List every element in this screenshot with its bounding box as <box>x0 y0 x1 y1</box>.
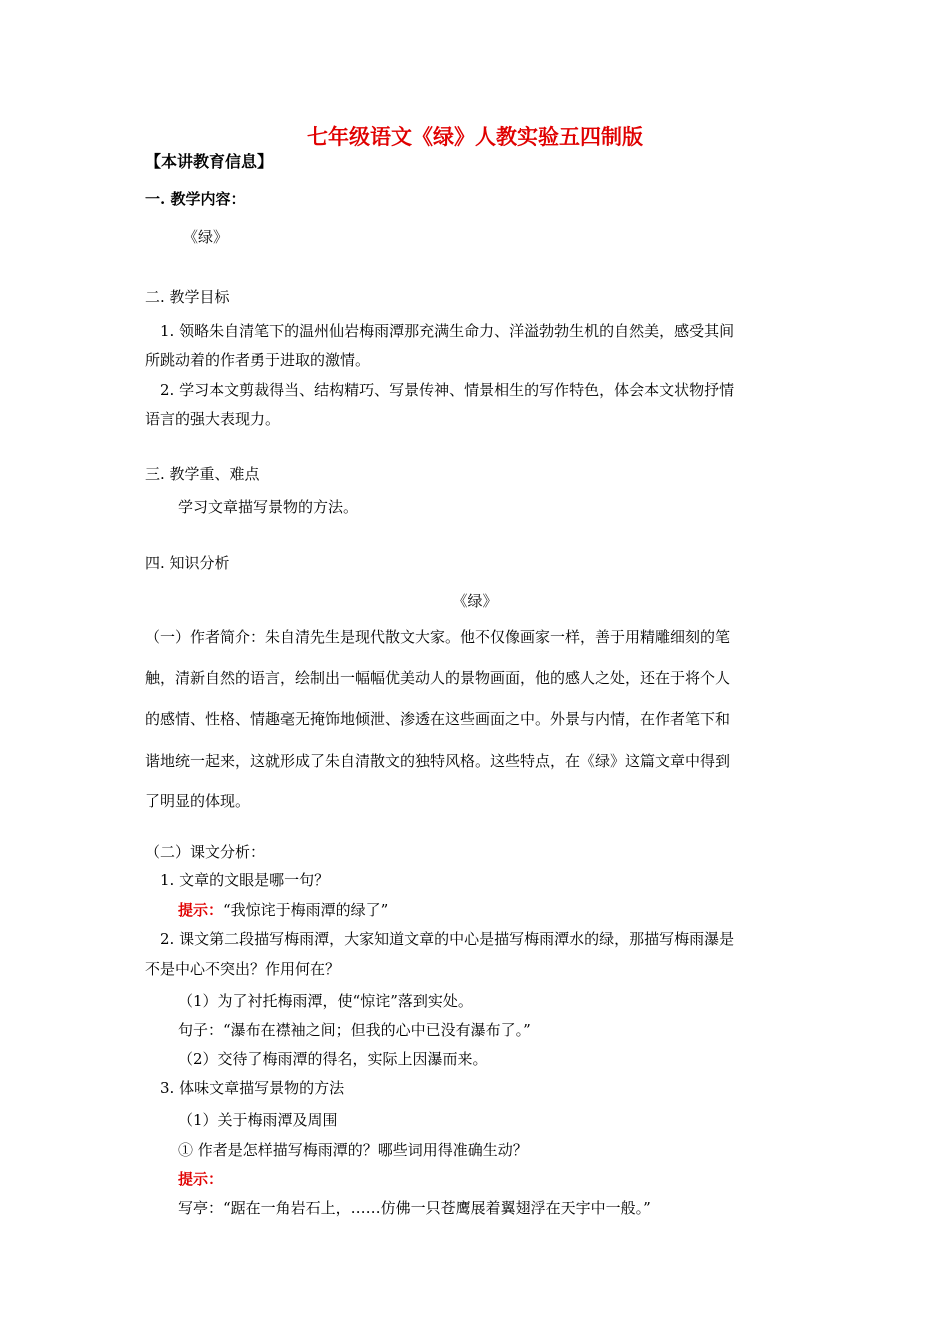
section3-content: 学习文章描写景物的方法。 <box>178 498 359 516</box>
question-1: 1. 文章的文眼是哪一句？ <box>160 871 330 889</box>
write-pavilion-line: 写亭：“踞在一角岩石上，……仿佛一只苍鹰展着翼翅浮在天宇中一般。” <box>178 1199 651 1217</box>
question-2-answer-2: （2）交待了梅雨潭的得名，实际上因瀑而来。 <box>178 1050 488 1068</box>
author-line-3: 的感情、性格、情趣毫无掩饰地倾泄、渗透在这些画面之中。外景与内情，在作者笔下和 <box>145 710 731 728</box>
author-line-5: 了明显的体现。 <box>145 792 251 810</box>
section2-heading: 二. 教学目标 <box>145 288 230 306</box>
section3-heading: 三. 教学重、难点 <box>145 465 260 483</box>
goal1-line2: 所跳动着的作者勇于进取的激情。 <box>145 351 371 369</box>
section1-content: 《绿》 <box>183 228 229 246</box>
author-line-2: 触，清新自然的语言，绘制出一幅幅优美动人的景物画面，他的感人之处，还在于将个人 <box>145 669 731 687</box>
goal2-line1: 2. 学习本文剪裁得当、结构精巧、写景传神、情景相生的写作特色，体会本文状物抒情 <box>160 381 735 399</box>
section4-heading: 四. 知识分析 <box>145 554 230 572</box>
hint-label-2: 提示： <box>178 1170 224 1188</box>
goal2-line2: 语言的强大表现力。 <box>145 410 281 428</box>
question-3-item-1: ① 作者是怎样描写梅雨潭的？哪些词用得准确生动？ <box>178 1141 528 1159</box>
author-line-4: 谐地统一起来，这就形成了朱自清散文的独特风格。这些特点，在《绿》这篇文章中得到 <box>145 752 731 770</box>
question-3: 3. 体味文章描写景物的方法 <box>160 1079 345 1097</box>
question-2-answer-1: （1）为了衬托梅雨潭，使“惊诧”落到实处。 <box>178 992 473 1010</box>
goal1-line1: 1. 领略朱自清笔下的温州仙岩梅雨潭那充满生命力、洋溢勃勃生机的自然美，感受其间 <box>160 322 735 340</box>
question-2-line1: 2. 课文第二段描写梅雨潭，大家知道文章的中心是描写梅雨潭水的绿，那描写梅雨瀑是 <box>160 930 735 948</box>
info-header: 【本讲教育信息】 <box>145 152 274 171</box>
hint-text: “我惊诧于梅雨潭的绿了” <box>223 901 389 919</box>
document-title: 七年级语文《绿》人教实验五四制版 <box>307 124 643 149</box>
question-1-hint <box>178 900 388 920</box>
question-3-sub-1: （1）关于梅雨潭及周围 <box>178 1111 338 1129</box>
section1-heading: 一. 教学内容： <box>145 190 246 208</box>
analysis-heading: （二）课文分析： <box>145 843 266 861</box>
author-line-1: （一）作者简介：朱自清先生是现代散文大家。他不仅像画家一样，善于用精雕细刻的笔 <box>145 628 731 646</box>
section4-center-title: 《绿》 <box>452 592 498 610</box>
hint-label: 提示： <box>178 901 224 919</box>
question-2-sentence: 句子：“瀑布在襟袖之间；但我的心中已没有瀑布了。” <box>178 1021 531 1039</box>
question-2-line2: 不是中心不突出？作用何在？ <box>145 960 341 978</box>
